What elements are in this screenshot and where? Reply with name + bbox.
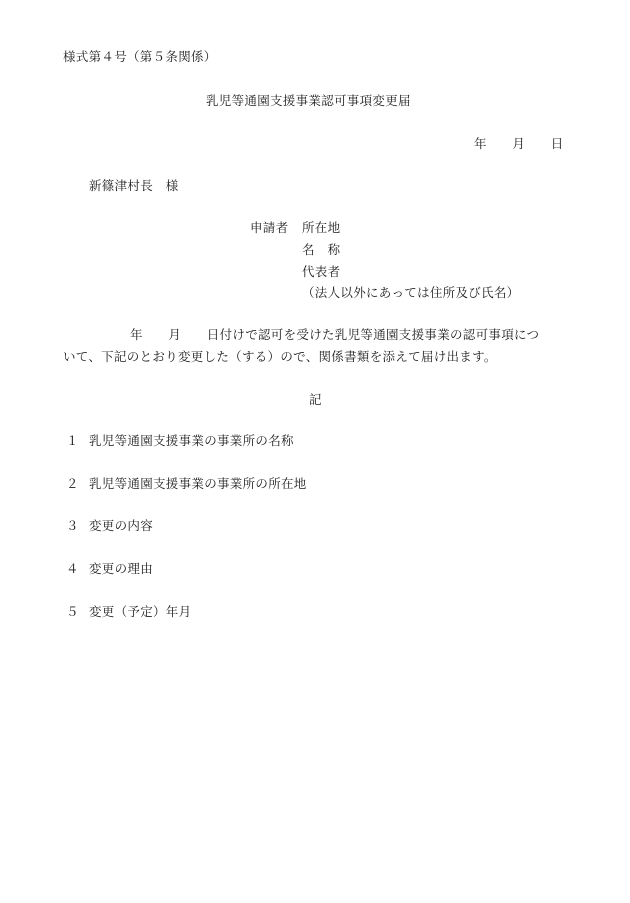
name-label: 名 称: [302, 242, 341, 257]
item-text: 変更（予定）年月: [89, 604, 192, 619]
item-text: 乳児等通園支援事業の事業所の名称: [89, 433, 294, 448]
list-item: [66, 518, 153, 534]
body-text-line-2: いて、下記のとおり変更した（する）ので、関係書類を添えて届け出ます。: [63, 349, 497, 364]
list-item: [66, 561, 153, 577]
body-text-line-1: 年 月 日付けで認可を受けた乳児等通園支援事業の認可事項につ: [130, 327, 540, 342]
item-number: １: [66, 433, 79, 448]
item-number: ２: [66, 476, 79, 491]
representative-label: 代表者: [302, 264, 341, 279]
form-number: 様式第４号（第５条関係）: [63, 49, 217, 64]
item-number: ３: [66, 518, 79, 533]
addressee: 新篠津村長 様: [89, 178, 179, 193]
applicant-note: （法人以外にあっては住所及び氏名）: [302, 285, 520, 300]
item-number: ５: [66, 604, 79, 619]
ki-heading: 記: [309, 392, 322, 407]
item-number: ４: [66, 561, 79, 576]
document-title: 乳児等通園支援事業認可事項変更届: [206, 93, 411, 108]
list-item: [66, 604, 191, 620]
list-item: [66, 476, 307, 492]
item-text: 変更の内容: [89, 518, 154, 533]
date-line: 年 月 日: [474, 136, 564, 151]
address-label: 所在地: [302, 220, 341, 235]
item-text: 変更の理由: [89, 561, 154, 576]
item-text: 乳児等通園支援事業の事業所の所在地: [89, 476, 307, 491]
applicant-label: 申請者: [250, 220, 289, 235]
list-item: [66, 433, 294, 449]
